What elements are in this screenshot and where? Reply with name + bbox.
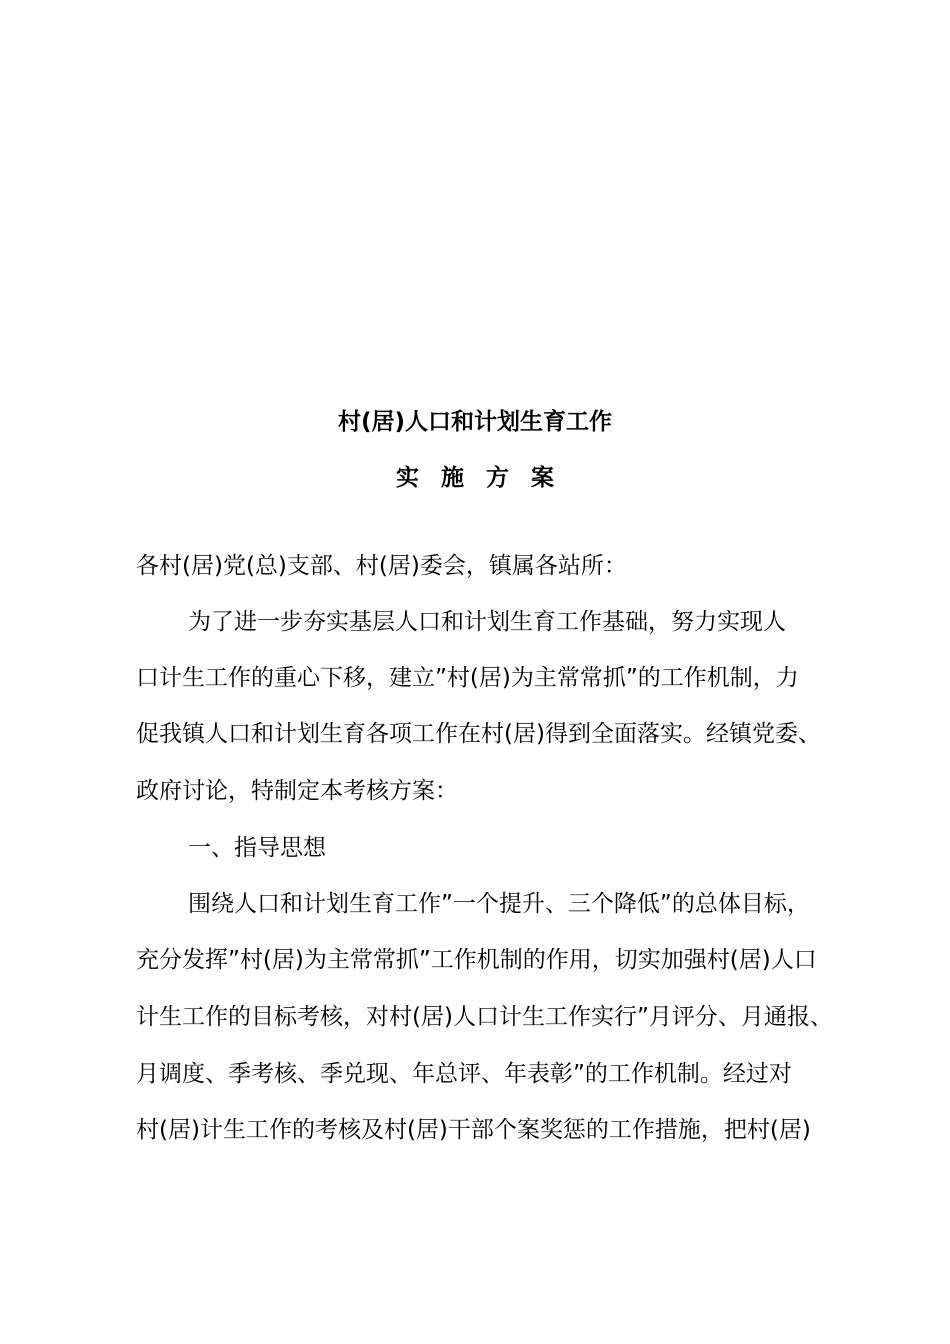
paragraph2-line: 月调度、季考核、季兑现、年总评、年表彰”的工作机制。经过对 <box>136 1061 792 1087</box>
salutation: 各村(居)党(总)支部、村(居)委会，镇属各站所： <box>136 553 627 579</box>
paragraph1-line: 口计生工作的重心下移，建立”村(居)为主常常抓”的工作机制，力 <box>136 665 799 691</box>
paragraph2-line: 围绕人口和计划生育工作”一个提升、三个降低”的总体目标， <box>188 891 810 917</box>
paragraph2-line: 计生工作的目标考核，对村(居)人口计生工作实行”月评分、月通报、 <box>136 1004 833 1030</box>
paragraph2-line: 充分发挥”村(居)为主常常抓”工作机制的作用，切实加强村(居)人口 <box>136 947 817 973</box>
document-title: 村(居)人口和计划生育工作 <box>337 409 613 435</box>
document-subtitle: 实施方案 <box>396 465 576 491</box>
section-heading: 一、指导思想 <box>188 835 326 861</box>
paragraph1-line: 为了进一步夯实基层人口和计划生育工作基础，努力实现人 <box>188 609 786 635</box>
paragraph1-line: 促我镇人口和计划生育各项工作在村(居)得到全面落实。经镇党委、 <box>136 721 821 747</box>
paragraph2-line: 村(居)计生工作的考核及村(居)干部个案奖惩的工作措施，把村(居) <box>136 1117 811 1143</box>
paragraph1-line: 政府讨论，特制定本考核方案： <box>136 778 458 804</box>
